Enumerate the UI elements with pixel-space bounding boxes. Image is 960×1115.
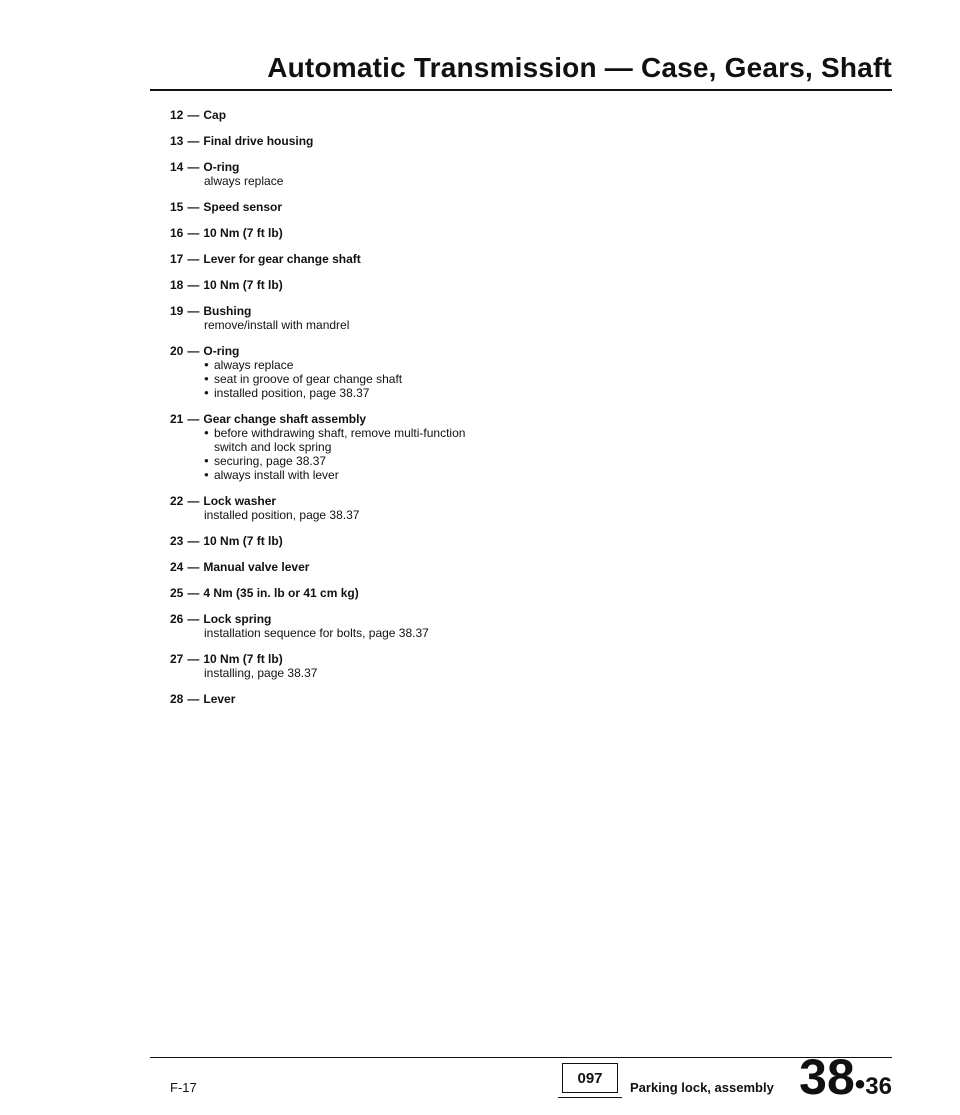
item-number: 26 <box>170 612 184 626</box>
note-line: always install with lever <box>214 468 339 482</box>
item-label: Lock spring <box>203 612 272 626</box>
bullet-note <box>204 358 690 372</box>
item-label: O-ring <box>203 160 240 174</box>
item-number: 24 <box>170 560 184 574</box>
item-number: 15 <box>170 200 184 214</box>
item-dash: — <box>187 412 200 426</box>
item-heading <box>170 134 690 148</box>
note-line: always replace <box>204 174 284 188</box>
item-heading <box>170 108 690 122</box>
item-label: Speed sensor <box>203 200 283 214</box>
item-dash: — <box>187 652 200 666</box>
page-number-major: 38 <box>799 1049 855 1105</box>
item-number: 17 <box>170 252 184 266</box>
note-text <box>204 666 690 680</box>
item-number: 13 <box>170 134 184 148</box>
footer-code: F-17 <box>170 1080 197 1095</box>
item-notes <box>170 358 690 400</box>
list-item <box>170 534 690 548</box>
item-notes <box>170 666 690 680</box>
item-heading <box>170 692 690 706</box>
item-heading <box>170 160 690 174</box>
item-heading <box>170 586 690 600</box>
item-heading <box>170 412 690 426</box>
list-item <box>170 412 690 482</box>
list-item <box>170 612 690 640</box>
parts-list <box>170 108 690 718</box>
page-number-minor: 36 <box>865 1073 892 1100</box>
footer-rule <box>150 1057 892 1058</box>
item-notes <box>170 174 690 188</box>
list-item <box>170 304 690 332</box>
item-label: 10 Nm (7 ft lb) <box>203 534 283 548</box>
item-label: 10 Nm (7 ft lb) <box>203 652 283 666</box>
note <box>204 508 690 522</box>
note <box>204 318 690 332</box>
list-item <box>170 252 690 266</box>
note-line: installed position, page 38.37 <box>214 386 370 400</box>
item-dash: — <box>187 612 200 626</box>
list-item <box>170 226 690 240</box>
note-line: installing, page 38.37 <box>204 666 318 680</box>
note <box>204 666 690 680</box>
bullet-note <box>204 454 690 468</box>
bullet-icon: ● <box>204 470 209 479</box>
list-item <box>170 692 690 706</box>
item-heading <box>170 200 690 214</box>
note-text <box>214 426 465 454</box>
item-number: 14 <box>170 160 184 174</box>
item-heading <box>170 560 690 574</box>
item-dash: — <box>187 252 200 266</box>
note-text <box>204 174 690 188</box>
item-notes <box>170 426 690 482</box>
item-label: Cap <box>203 108 227 122</box>
bullet-note <box>204 372 690 386</box>
page-number-dot: • <box>854 1068 866 1101</box>
item-notes <box>170 508 690 522</box>
item-heading <box>170 612 690 626</box>
item-dash: — <box>187 560 200 574</box>
list-item <box>170 652 690 680</box>
item-number: 22 <box>170 494 184 508</box>
list-item <box>170 586 690 600</box>
list-item <box>170 560 690 574</box>
item-dash: — <box>187 586 200 600</box>
item-dash: — <box>187 134 200 148</box>
title-rule <box>150 89 892 91</box>
item-heading <box>170 278 690 292</box>
item-label: O-ring <box>203 344 240 358</box>
item-dash: — <box>187 200 200 214</box>
item-number: 20 <box>170 344 184 358</box>
item-number: 25 <box>170 586 184 600</box>
note-text <box>204 626 690 640</box>
item-label: Final drive housing <box>203 134 314 148</box>
list-item <box>170 278 690 292</box>
bullet-icon: ● <box>204 388 209 397</box>
item-dash: — <box>187 534 200 548</box>
note-text <box>214 372 402 386</box>
bullet-icon: ● <box>204 360 209 369</box>
item-dash: — <box>187 692 200 706</box>
item-dash: — <box>187 344 200 358</box>
item-label: Gear change shaft assembly <box>203 412 367 426</box>
section-description: Parking lock, assembly <box>630 1080 774 1095</box>
note-line: installed position, page 38.37 <box>204 508 360 522</box>
item-label: Bushing <box>203 304 252 318</box>
note-text <box>204 508 690 522</box>
item-label: 10 Nm (7 ft lb) <box>203 278 283 292</box>
list-item <box>170 494 690 522</box>
item-notes <box>170 318 690 332</box>
item-heading <box>170 226 690 240</box>
note-text <box>214 454 326 468</box>
item-label: 10 Nm (7 ft lb) <box>203 226 283 240</box>
bullet-note <box>204 468 690 482</box>
item-number: 23 <box>170 534 184 548</box>
list-item <box>170 200 690 214</box>
note-line: seat in groove of gear change shaft <box>214 372 403 386</box>
item-label: 4 Nm (35 in. lb or 41 cm kg) <box>203 586 359 600</box>
page-number <box>799 1049 892 1105</box>
item-dash: — <box>187 278 200 292</box>
item-number: 27 <box>170 652 184 666</box>
transmission-code-box <box>562 1063 618 1093</box>
item-label: Lever for gear change shaft <box>203 252 361 266</box>
transmission-code: 097 <box>577 1069 603 1087</box>
note-text <box>204 318 690 332</box>
list-item <box>170 134 690 148</box>
item-dash: — <box>187 160 200 174</box>
item-number: 28 <box>170 692 184 706</box>
note-line: installation sequence for bolts, page 38.37 <box>204 626 429 640</box>
note-line: remove/install with mandrel <box>204 318 350 332</box>
item-dash: — <box>187 226 200 240</box>
bullet-icon: ● <box>204 428 209 437</box>
item-heading <box>170 304 690 318</box>
page-title: Automatic Transmission — Case, Gears, Shaft <box>267 52 892 83</box>
item-heading <box>170 344 690 358</box>
note <box>204 626 690 640</box>
item-label: Lock washer <box>203 494 277 508</box>
item-number: 16 <box>170 226 184 240</box>
list-item <box>170 108 690 122</box>
note <box>204 174 690 188</box>
note-line: always replace <box>214 358 294 372</box>
item-heading <box>170 494 690 508</box>
note-text <box>214 386 369 400</box>
item-number: 21 <box>170 412 184 426</box>
item-number: 12 <box>170 108 184 122</box>
list-item <box>170 160 690 188</box>
item-number: 18 <box>170 278 184 292</box>
note-text <box>214 468 339 482</box>
item-number: 19 <box>170 304 184 318</box>
item-notes <box>170 626 690 640</box>
note-line: switch and lock spring <box>214 440 332 454</box>
item-dash: — <box>187 108 200 122</box>
list-item <box>170 344 690 400</box>
item-heading <box>170 652 690 666</box>
bullet-icon: ● <box>204 456 209 465</box>
note-text <box>214 358 293 372</box>
item-dash: — <box>187 304 200 318</box>
bullet-note <box>204 386 690 400</box>
bullet-icon: ● <box>204 374 209 383</box>
item-dash: — <box>187 494 200 508</box>
item-heading <box>170 252 690 266</box>
note-line: securing, page 38.37 <box>214 454 327 468</box>
item-heading <box>170 534 690 548</box>
item-label: Manual valve lever <box>203 560 310 574</box>
note-line: before withdrawing shaft, remove multi-function <box>214 426 466 440</box>
bullet-note <box>204 426 690 454</box>
item-label: Lever <box>203 692 236 706</box>
